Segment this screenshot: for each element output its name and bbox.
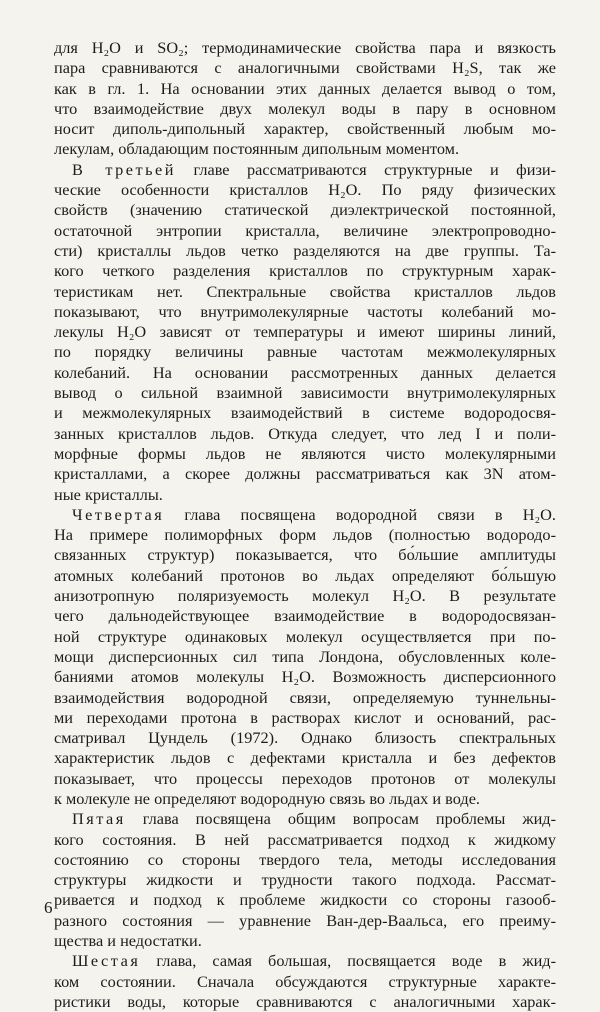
paragraph [54, 951, 556, 1012]
text-line: и межмолекулярных взаимодействий в системе водородосвя- [54, 403, 556, 423]
text-line: взаимодействия водородной связи, определяемую туннельны- [54, 687, 556, 707]
paragraph [54, 505, 556, 809]
text-line: кристаллами, а скорее должны рассматриваться как 3N атом- [54, 464, 556, 484]
text-line: кого четкого разделения кристаллов по структурным харак- [54, 261, 556, 281]
text-line: На примере полиморфных форм льдов (полностью водородо- [54, 525, 556, 545]
text-line: лекулам, обладающим постоянным дипольным моментом. [54, 139, 460, 159]
line-text: глава, самая большая, посвящается воде в жид- [140, 951, 556, 971]
text-line [54, 951, 556, 971]
text-line: носит диполь-дипольный характер, свойственный любым мо- [54, 119, 556, 139]
text-line: для H₂O и SO₂; термодинамические свойства пара и вязкость [54, 38, 556, 57]
text-line: по порядку величины равные частотам межмолекулярных [54, 342, 556, 362]
body-text [54, 38, 556, 1012]
paragraph [54, 809, 556, 951]
spaced-emphasis: Шестая [72, 951, 141, 971]
paragraph [54, 160, 556, 505]
text-line: сматривал Цундель (1972). Однако близость спектральных [54, 728, 556, 748]
text-line: ные кристаллы. [54, 484, 163, 504]
spaced-emphasis: В третьей [72, 159, 177, 179]
text-line: структуры жидкости и трудности такого подхода. Рассмат- [54, 870, 556, 890]
text-line: свойств (значению статической диэлектрической постоянной, [54, 200, 556, 220]
text-line: показывают, что внутримолекулярные частоты колебаний мо- [54, 301, 556, 321]
paragraph [54, 38, 556, 160]
text-line: связанных структур) показывается, что бо́льшие амплитуды [54, 545, 556, 565]
text-line: мощи дисперсионных сил типа Лондона, обусловленных коле- [54, 646, 556, 666]
text-line: кого состояния. В ней рассматривается подход к жидкому [54, 829, 556, 849]
text-line: характеристик льдов с дефектами кристалла и без дефектов [54, 748, 556, 768]
text-line: сти) кристаллы льдов четко разделяются на две группы. Та- [54, 240, 556, 260]
text-line [54, 809, 556, 829]
text-line: остаточной энтропии кристалла, величине электропроводно- [54, 220, 556, 240]
text-line: вывод о сильной взаимной зависимости внутримолекулярных [54, 383, 556, 403]
text-line: ривается и подход к проблеме жидкости со стороны газооб- [54, 890, 556, 910]
text-line: ристики воды, которые сравниваются с аналогичными харак- [54, 991, 556, 1011]
text-line: занных кристаллов льдов. Откуда следует, что лед I и поли- [54, 423, 556, 443]
text-line: анизотропную поляризуемость молекул H₂O. В результате [54, 586, 556, 606]
line-text: глава посвящена общим вопросам проблемы жид- [125, 809, 556, 829]
text-line: баниями атомов молекулы H₂O. Возможность дисперсионного [54, 667, 556, 687]
text-line: ком состоянии. Сначала обсуждаются структурные характе- [54, 971, 556, 991]
text-line: разного состояния — уравнение Ван-дер-Ваальса, его преиму- [54, 910, 556, 930]
text-line: лекулы H₂O зависят от температуры и имеют ширины линий, [54, 322, 556, 342]
text-line: щества и недостатки. [54, 931, 202, 951]
text-line [54, 160, 556, 180]
text-line: ной структуре одинаковых молекул осуществляется при по- [54, 626, 556, 646]
text-line: ми переходами протона в растворах кислот и оснований, рас- [54, 707, 556, 727]
text-line: колебаний. На основании рассмотренных данных делается [54, 362, 556, 382]
spaced-emphasis: Четвертая [72, 504, 165, 524]
spaced-emphasis: Пятая [72, 809, 126, 829]
line-text: главе рассматриваются структурные и физи- [176, 159, 556, 179]
text-line: показывает, что процессы переходов протонов от молекулы [54, 768, 556, 788]
text-line [54, 505, 556, 525]
text-line: ческие особенности кристаллов H₂O. По ряду физических [54, 180, 556, 200]
text-line: как в гл. 1. На основании этих данных делается вывод о том, [54, 78, 556, 98]
text-line: теристикам нет. Спектральные свойства кристаллов льдов [54, 281, 556, 301]
text-line: чего дальнодействующее взаимодействие в водородосвязан- [54, 606, 556, 626]
text-line: что взаимодействие двух молекул воды в пару в основном [54, 98, 556, 118]
line-text: глава посвящена водородной связи в H₂O. [164, 504, 556, 524]
text-line: атомных колебаний протонов во льдах определяют бо́льшую [54, 565, 556, 585]
page-number: 6 [44, 898, 53, 917]
text-line: состоянию со стороны твердого тела, методы исследования [54, 849, 556, 869]
text-line: пара сравниваются с аналогичными свойствами H₂S, так же [54, 58, 556, 78]
text-line: к молекуле не определяют водородную связь во льдах и воде. [54, 788, 480, 808]
text-line: морфные формы льдов не являются чисто молекулярными [54, 443, 556, 463]
